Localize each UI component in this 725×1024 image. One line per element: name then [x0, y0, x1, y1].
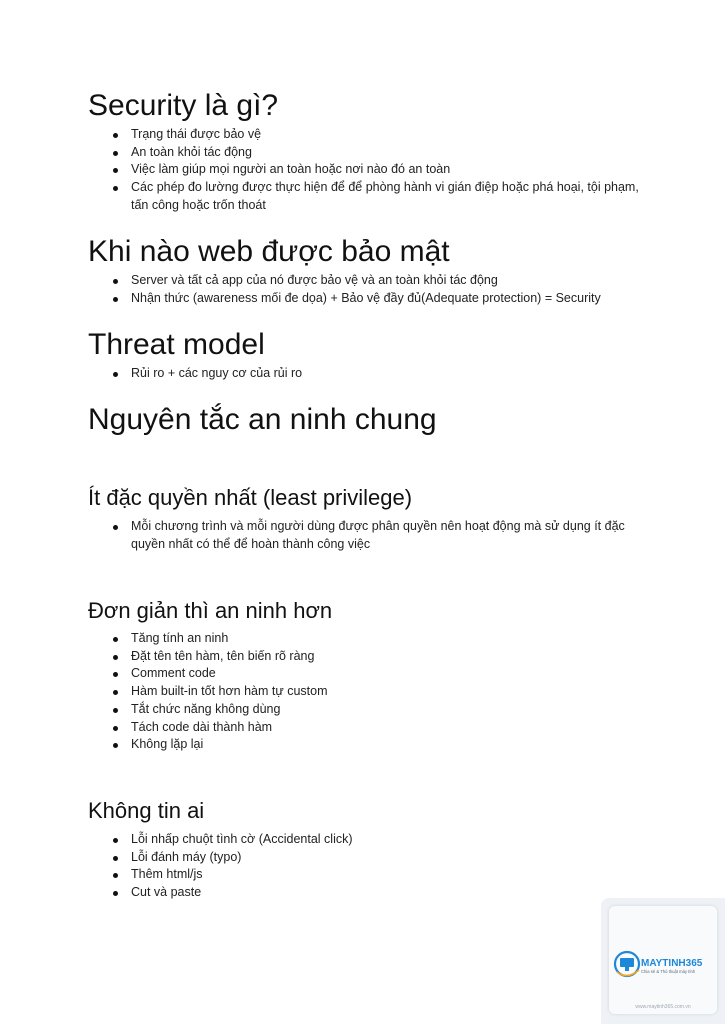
list-item: Trạng thái được bảo vệ [88, 126, 648, 144]
list-security [88, 126, 648, 215]
watermark-card [609, 906, 717, 1014]
list-item: Lỗi đánh máy (typo) [88, 849, 648, 867]
list-item: Comment code [88, 665, 648, 683]
heading-security: Security là gì? [88, 89, 279, 122]
list-item: Lỗi nhấp chuột tình cờ (Accidental click) [88, 831, 648, 849]
heading-when-secure: Khi nào web được bảo mật [88, 235, 450, 268]
watermark-logo [601, 898, 725, 1024]
list-item: Tăng tính an ninh [88, 630, 648, 648]
list-item: Các phép đo lường được thực hiện để để phòng hành vi gián điệp hoặc phá hoại, tội phạm, tấn công hoặc trốn thoát [88, 179, 648, 214]
list-threat-model [88, 365, 648, 383]
list-item: Không lặp lại [88, 736, 648, 754]
list-trust-none [88, 831, 648, 902]
list-item: Tắt chức năng không dùng [88, 701, 648, 719]
watermark-tagline: Chia sẻ & Thủ thuật máy tính [641, 969, 696, 974]
heading-least-privilege: Ít đặc quyền nhất (least privilege) [88, 485, 413, 510]
list-least-privilege [88, 518, 648, 553]
watermark-url: www.maytinh365.com.vn [635, 1004, 691, 1010]
brand-logo-icon [613, 944, 713, 984]
list-item: Hàm built-in tốt hơn hàm tự custom [88, 683, 648, 701]
watermark-brand: MAYTINH365 [641, 958, 703, 969]
heading-simple: Đơn giản thì an ninh hơn [88, 598, 333, 623]
heading-trust-none: Không tin ai [88, 798, 205, 823]
list-item: Thêm html/js [88, 866, 648, 884]
list-item: Việc làm giúp mọi người an toàn hoặc nơi nào đó an toàn [88, 161, 648, 179]
list-item: Server và tất cả app của nó được bảo vệ và an toàn khỏi tác động [88, 272, 648, 290]
list-when-secure [88, 272, 648, 307]
list-item: Mỗi chương trình và mỗi người dùng được phân quyền nên hoạt động mà sử dụng ít đặc quyền nhất có thể để hoàn thành công việc [88, 518, 648, 553]
list-item: Đặt tên tên hàm, tên biến rõ ràng [88, 648, 648, 666]
heading-threat-model: Threat model [88, 328, 265, 361]
list-simple [88, 630, 648, 754]
list-item: Nhận thức (awareness mối đe dọa) + Bảo vệ đầy đủ(Adequate protection) = Security [88, 290, 648, 308]
list-item: Cut và paste [88, 884, 648, 902]
list-item: Rủi ro + các nguy cơ của rủi ro [88, 365, 648, 383]
list-item: An toàn khỏi tác động [88, 144, 648, 162]
heading-principles: Nguyên tắc an ninh chung [88, 403, 437, 436]
list-item: Tách code dài thành hàm [88, 719, 648, 737]
